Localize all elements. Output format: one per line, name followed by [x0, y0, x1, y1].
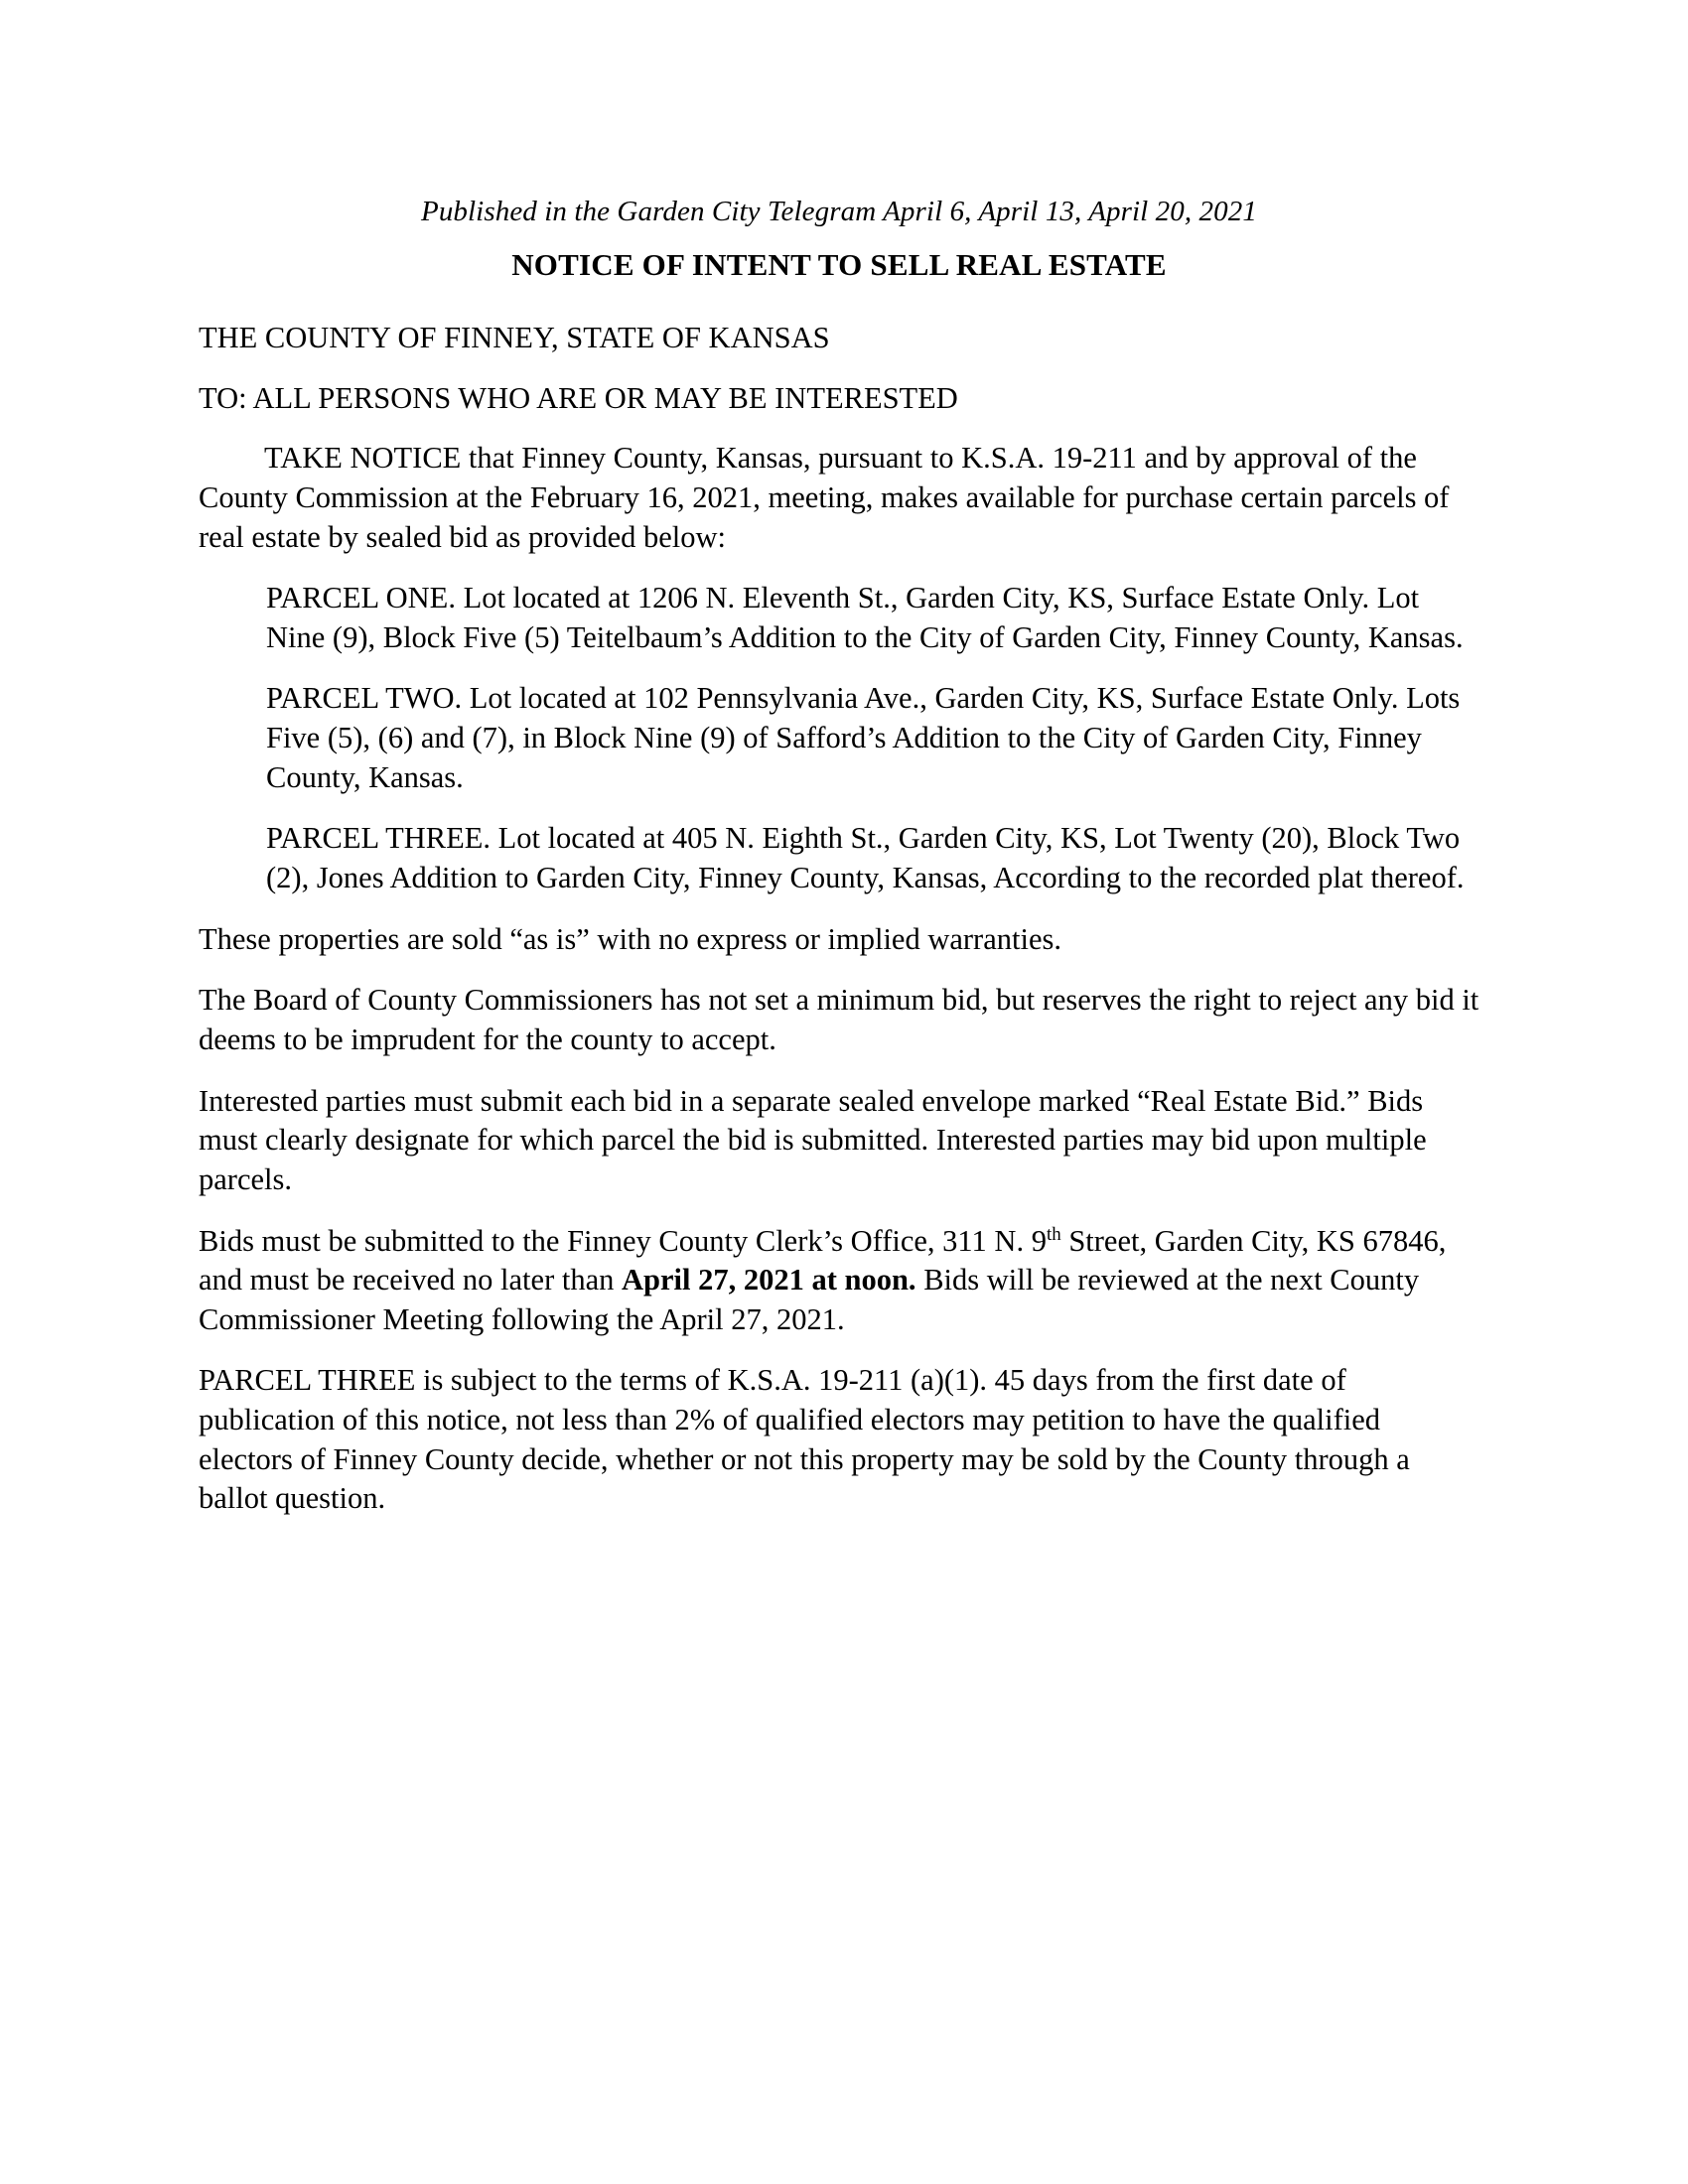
parcel-three-paragraph: PARCEL THREE. Lot located at 405 N. Eighth St., Garden City, KS, Lot Twenty (20), Block Two (2), Jones Addition to Garden City, Finney County, Kansas, According to the recorded plat thereof. [266, 821, 1465, 895]
addressee-line: TO: ALL PERSONS WHO ARE OR MAY BE INTERESTED [199, 380, 958, 415]
ordinal-suffix: th [1046, 1223, 1061, 1245]
petition-paragraph: PARCEL THREE is subject to the terms of K.S.A. 19-211 (a)(1). 45 days from the first date of publication of this notice, not less than 2% of qualified electors may petition to have the qualified electors of Finney County decide, whether or not this property may be sold by the County through a ballot question. [199, 1363, 1410, 1516]
sealed-envelope-paragraph: Interested parties must submit each bid in a separate sealed envelope marked “Real Estate Bid.” Bids must clearly designate for which parcel the bid is submitted. Interested parties may bid upon multiple parcels. [199, 1083, 1427, 1196]
submission-text-part-2: Street, Garden City, KS 67846, and must be received no later than [199, 1223, 1447, 1297]
page-title: NOTICE OF INTENT TO SELL REAL ESTATE [511, 246, 1167, 282]
county-line: THE COUNTY OF FINNEY, STATE OF KANSAS [199, 320, 830, 354]
parcel-two-paragraph: PARCEL TWO. Lot located at 102 Pennsylvania Ave., Garden City, KS, Surface Estate Only. Lots Five (5), (6) and (7), in Block Nine (9) of Safford’s Addition to the City of Garden City, Finney County, Kansas. [266, 681, 1461, 794]
bid-deadline: April 27, 2021 at noon. [622, 1263, 916, 1297]
document-body [199, 194, 1479, 1519]
submission-paragraph [199, 1222, 1479, 1340]
submission-text-part-1: Bids must be submitted to the Finney County Clerk’s Office, 311 N. 9 [199, 1223, 1047, 1258]
take-notice-paragraph: TAKE NOTICE that Finney County, Kansas, pursuant to K.S.A. 19-211 and by approval of the County Commission at the February 16, 2021, meeting, makes available for purchase certain parcels of real estate by sealed bid as provided below: [199, 441, 1450, 554]
minimum-bid-paragraph: The Board of County Commissioners has not set a minimum bid, but reserves the right to reject any bid it deems to be imprudent for the county to accept. [199, 983, 1479, 1056]
as-is-paragraph: These properties are sold “as is” with no express or implied warranties. [199, 921, 1061, 956]
parcel-one-paragraph: PARCEL ONE. Lot located at 1206 N. Eleventh St., Garden City, KS, Surface Estate Only. Lot Nine (9), Block Five (5) Teitelbaum’s Addition to the City of Garden City, Finney County, Kansas. [266, 581, 1464, 654]
submission-text-part-3: Bids will be reviewed at the next County Commissioner Meeting following the April 27, 2021. [199, 1263, 1420, 1336]
publication-line: Published in the Garden City Telegram April 6, April 13, April 20, 2021 [421, 196, 1257, 227]
